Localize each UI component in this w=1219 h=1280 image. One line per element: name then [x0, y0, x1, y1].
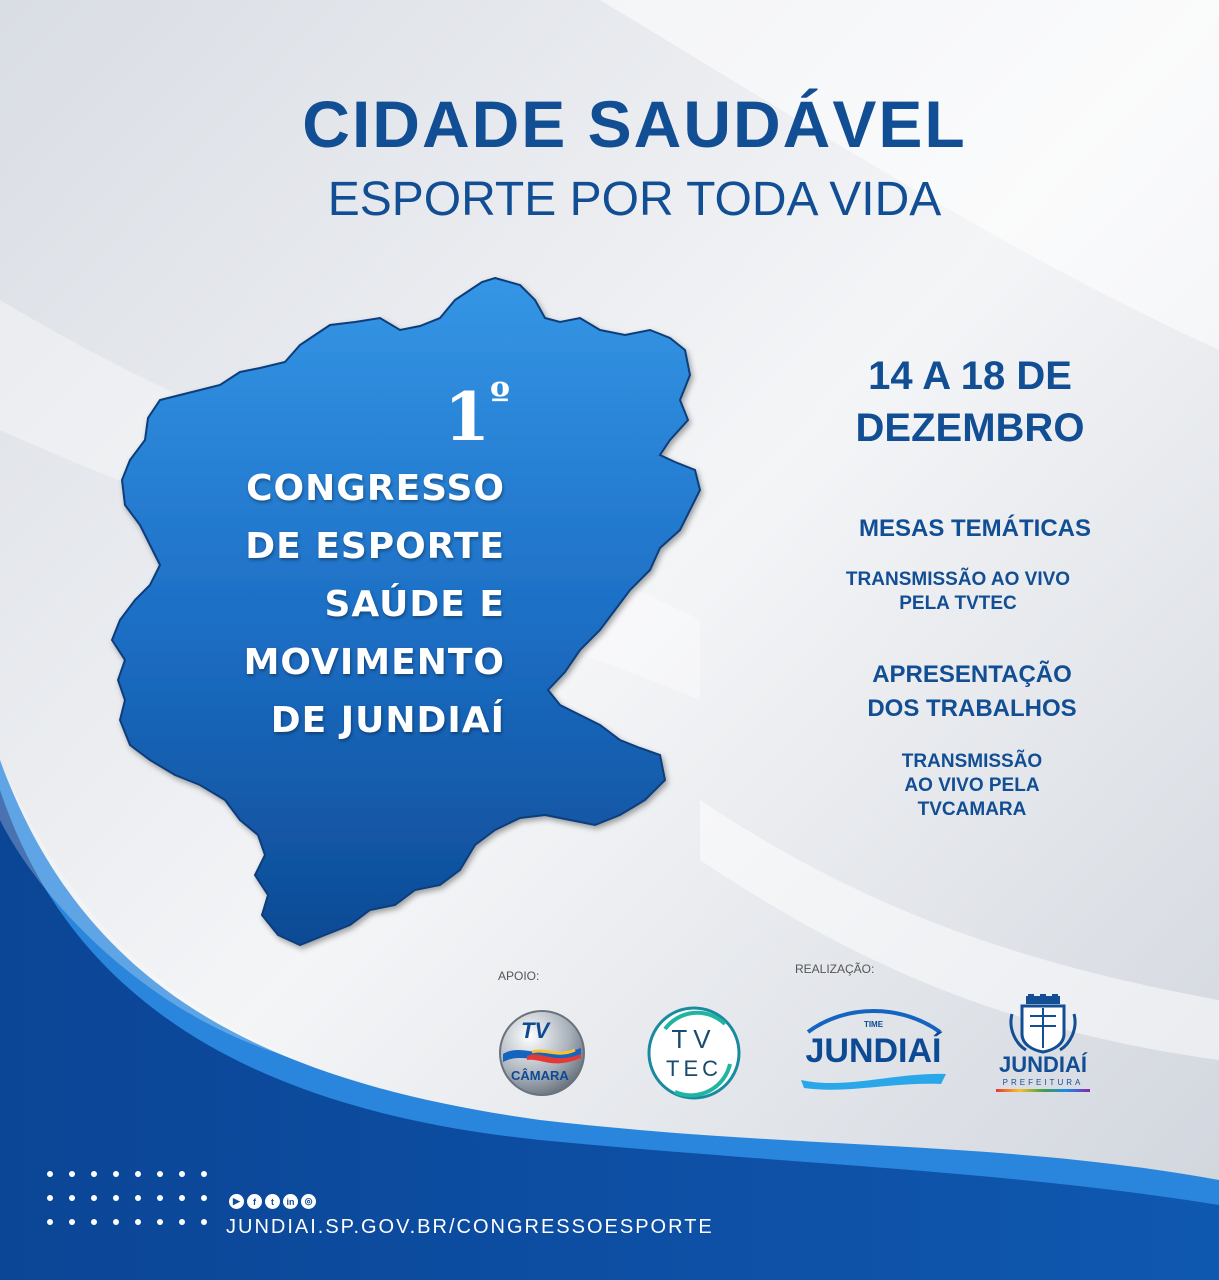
congress-line: MOVIMENTO [243, 642, 505, 683]
twitter-icon[interactable]: t [265, 1194, 280, 1209]
page-subtitle: ESPORTE POR TODA VIDA [327, 173, 942, 226]
youtube-icon[interactable]: ▶ [229, 1194, 244, 1209]
realizacao-label: REALIZAÇÃO: [795, 962, 875, 976]
coat-of-arms-icon [990, 994, 1096, 1054]
linkedin-icon[interactable]: in [283, 1194, 298, 1209]
congress-line: DE ESPORTE [245, 526, 505, 567]
section-trabalhos-info: TRANSMISSÃO AO VIVO PELA TVCAMARA [901, 751, 1043, 820]
apoio-label: APOIO: [498, 969, 540, 983]
prefeitura-jundiai-logo: JUNDIAÍ PREFEITURA [990, 994, 1096, 1094]
tv-camara-logo: TV CÂMARA [497, 1010, 587, 1096]
congress-title [200, 460, 505, 750]
section-mesas-info: TRANSMISSÃO AO VIVO PELA TVTEC [845, 569, 1071, 614]
congress-ordinal: $1^º$ [444, 374, 510, 456]
congress-line: SAÚDE E [324, 584, 505, 625]
color-stripe [996, 1089, 1090, 1092]
facebook-icon[interactable]: f [247, 1194, 262, 1209]
tv-tec-logo: TV TEC [645, 1004, 743, 1102]
event-dates: 14 A 18 DE DEZEMBRO [855, 354, 1085, 450]
congress-line: DE JUNDIAÍ [270, 700, 505, 741]
website-link[interactable]: JUNDIAI.SP.GOV.BR/CONGRESSOESPORTE [226, 1216, 714, 1238]
page-title: CIDADE SAUDÁVEL [302, 87, 967, 161]
instagram-icon[interactable]: ◎ [301, 1194, 316, 1209]
social-icons [229, 1194, 316, 1209]
time-jundiai-logo: TIME JUNDIAÍ [796, 1002, 951, 1092]
section-trabalhos-title: APRESENTAÇÃO DOS TRABALHOS [867, 661, 1077, 722]
decorative-dots [46, 1170, 216, 1240]
section-mesas-title: MESAS TEMÁTICAS [858, 515, 1091, 542]
congress-line: CONGRESSO [246, 468, 505, 509]
